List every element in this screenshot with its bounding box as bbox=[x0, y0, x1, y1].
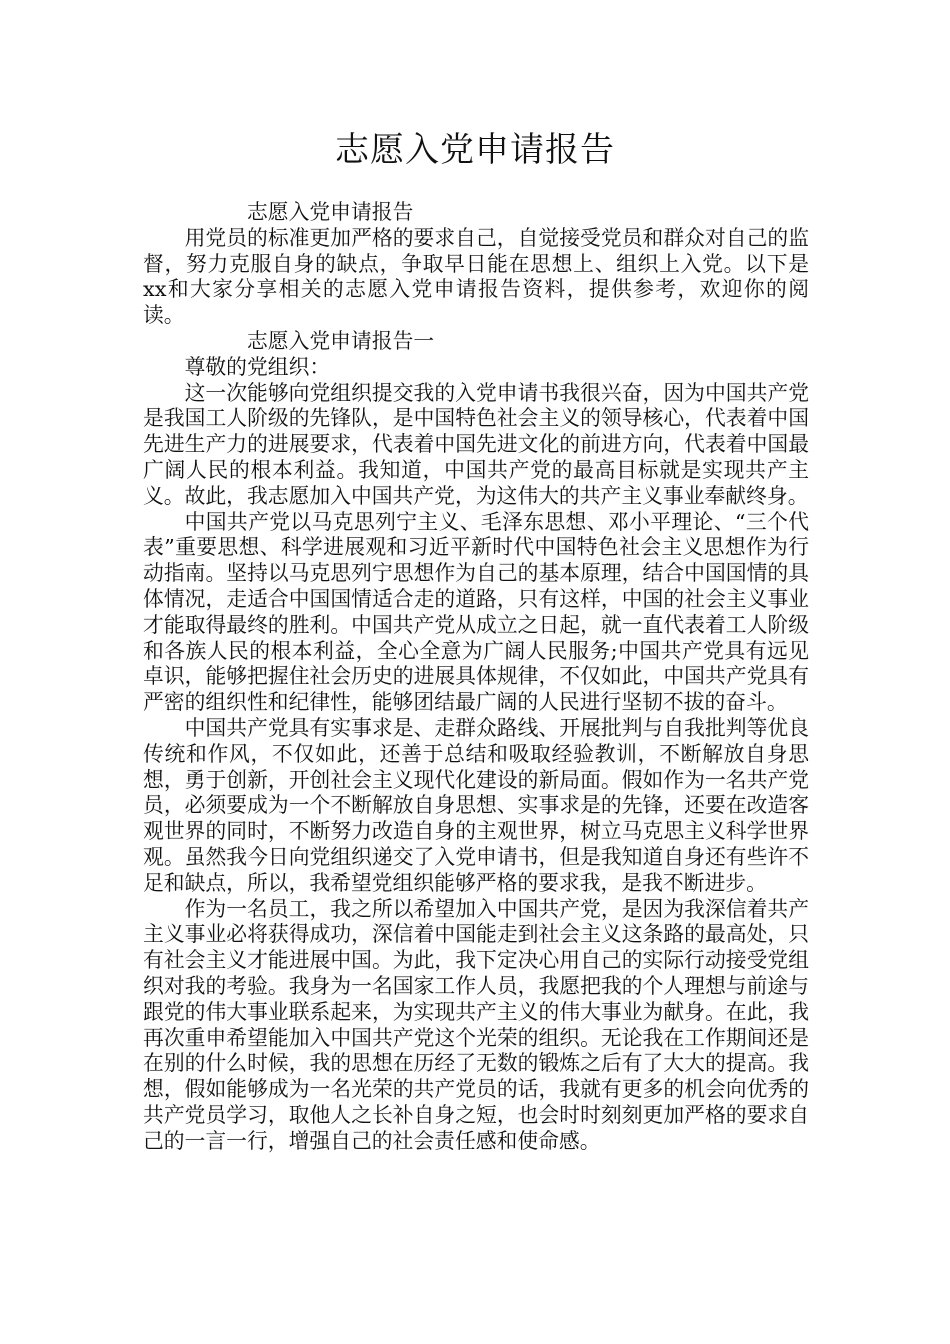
body-paragraph: 作为一名员工，我之所以希望加入中国共产党，是因为我深信着共产主义事业必将获得成功，深信着中国能走到社会主义这条路的最高处，只有社会主义才能进展中国。为此，我下定决心用自己的实际行动接受党组织对我的考验。我身为一名国家工作人员，我愿把我的个人理想与前途与跟党的伟大事业联系起来，为实现共产主义的伟大事业为献身。在此，我再次重申希望能加入中国共产党这个光荣的组织。无论我在工作期间还是在别的什么时候，我的思想在历经了无数的锻炼之后有了大大的提高。我想，假如能够成为一名光荣的共产党员的话，我就有更多的机会向优秀的共产党员学习，取他人之长补自身之短，也会时时刻刻更加严格的要求自己的一言一行，增强自己的社会责任感和使命感。 bbox=[143, 896, 809, 1153]
body-paragraph: 中国共产党具有实事求是、走群众路线、开展批判与自我批判等优良传统和作风，不仅如此，还善于总结和吸取经验教训，不断解放自身思想，勇于创新，开创社会主义现代化建设的新局面。假如作为一名共产党员，必须要成为一个不断解放自身思想、实事求是的先锋，还要在改造客观世界的同时，不断努力改造自身的主观世界，树立马克思主义科学世界观。虽然我今日向党组织递交了入党申请书，但是我知道自身还有些许不足和缺点，所以，我希望党组织能够严格的要求我，是我不断进步。 bbox=[143, 715, 809, 895]
intro-paragraph: 用党员的标准更加严格的要求自己，自觉接受党员和群众对自己的监督，努力克服自身的缺点，争取早日能在思想上、组织上入党。以下是xx和大家分享相关的志愿入党申请报告资料，提供参考，欢迎你的阅读。 bbox=[143, 225, 809, 328]
body-paragraph: 这一次能够向党组织提交我的入党申请书我很兴奋，因为中国共产党是我国工人阶级的先锋队，是中国特色社会主义的领导核心，代表着中国先进生产力的进展要求，代表着中国先进文化的前进方向，代表着中国最广阔人民的根本利益。我知道，中国共产党的最高目标就是实现共产主义。故此，我志愿加入中国共产党，为这伟大的共产主义事业奉献终身。 bbox=[143, 380, 809, 508]
document-body bbox=[143, 200, 809, 1154]
subtitle-paragraph: 志愿入党申请报告 bbox=[247, 200, 414, 224]
salutation: 尊敬的党组织： bbox=[184, 354, 331, 379]
section-heading: 志愿入党申请报告一 bbox=[247, 328, 435, 353]
document-title: 志愿入党申请报告 bbox=[335, 130, 615, 170]
body-paragraph: 中国共产党以马克思列宁主义、毛泽东思想、邓小平理论、“三个代表”重要思想、科学进展观和习近平新时代中国特色社会主义思想作为行动指南。坚持以马克思列宁思想作为自己的基本原理，结合中国国情的具体情况，走适合中国国情适合走的道路，只有这样，中国的社会主义事业才能取得最终的胜利。中国共产党从成立之日起，就一直代表着工人阶级和各族人民的根本利益，全心全意为广阔人民服务;中国共产党具有远见卓识，能够把握住社会历史的进展具体规律，不仅如此，中国共产党具有严密的组织性和纪律性，能够团结最广阔的人民进行坚韧不拔的奋斗。 bbox=[143, 509, 809, 715]
